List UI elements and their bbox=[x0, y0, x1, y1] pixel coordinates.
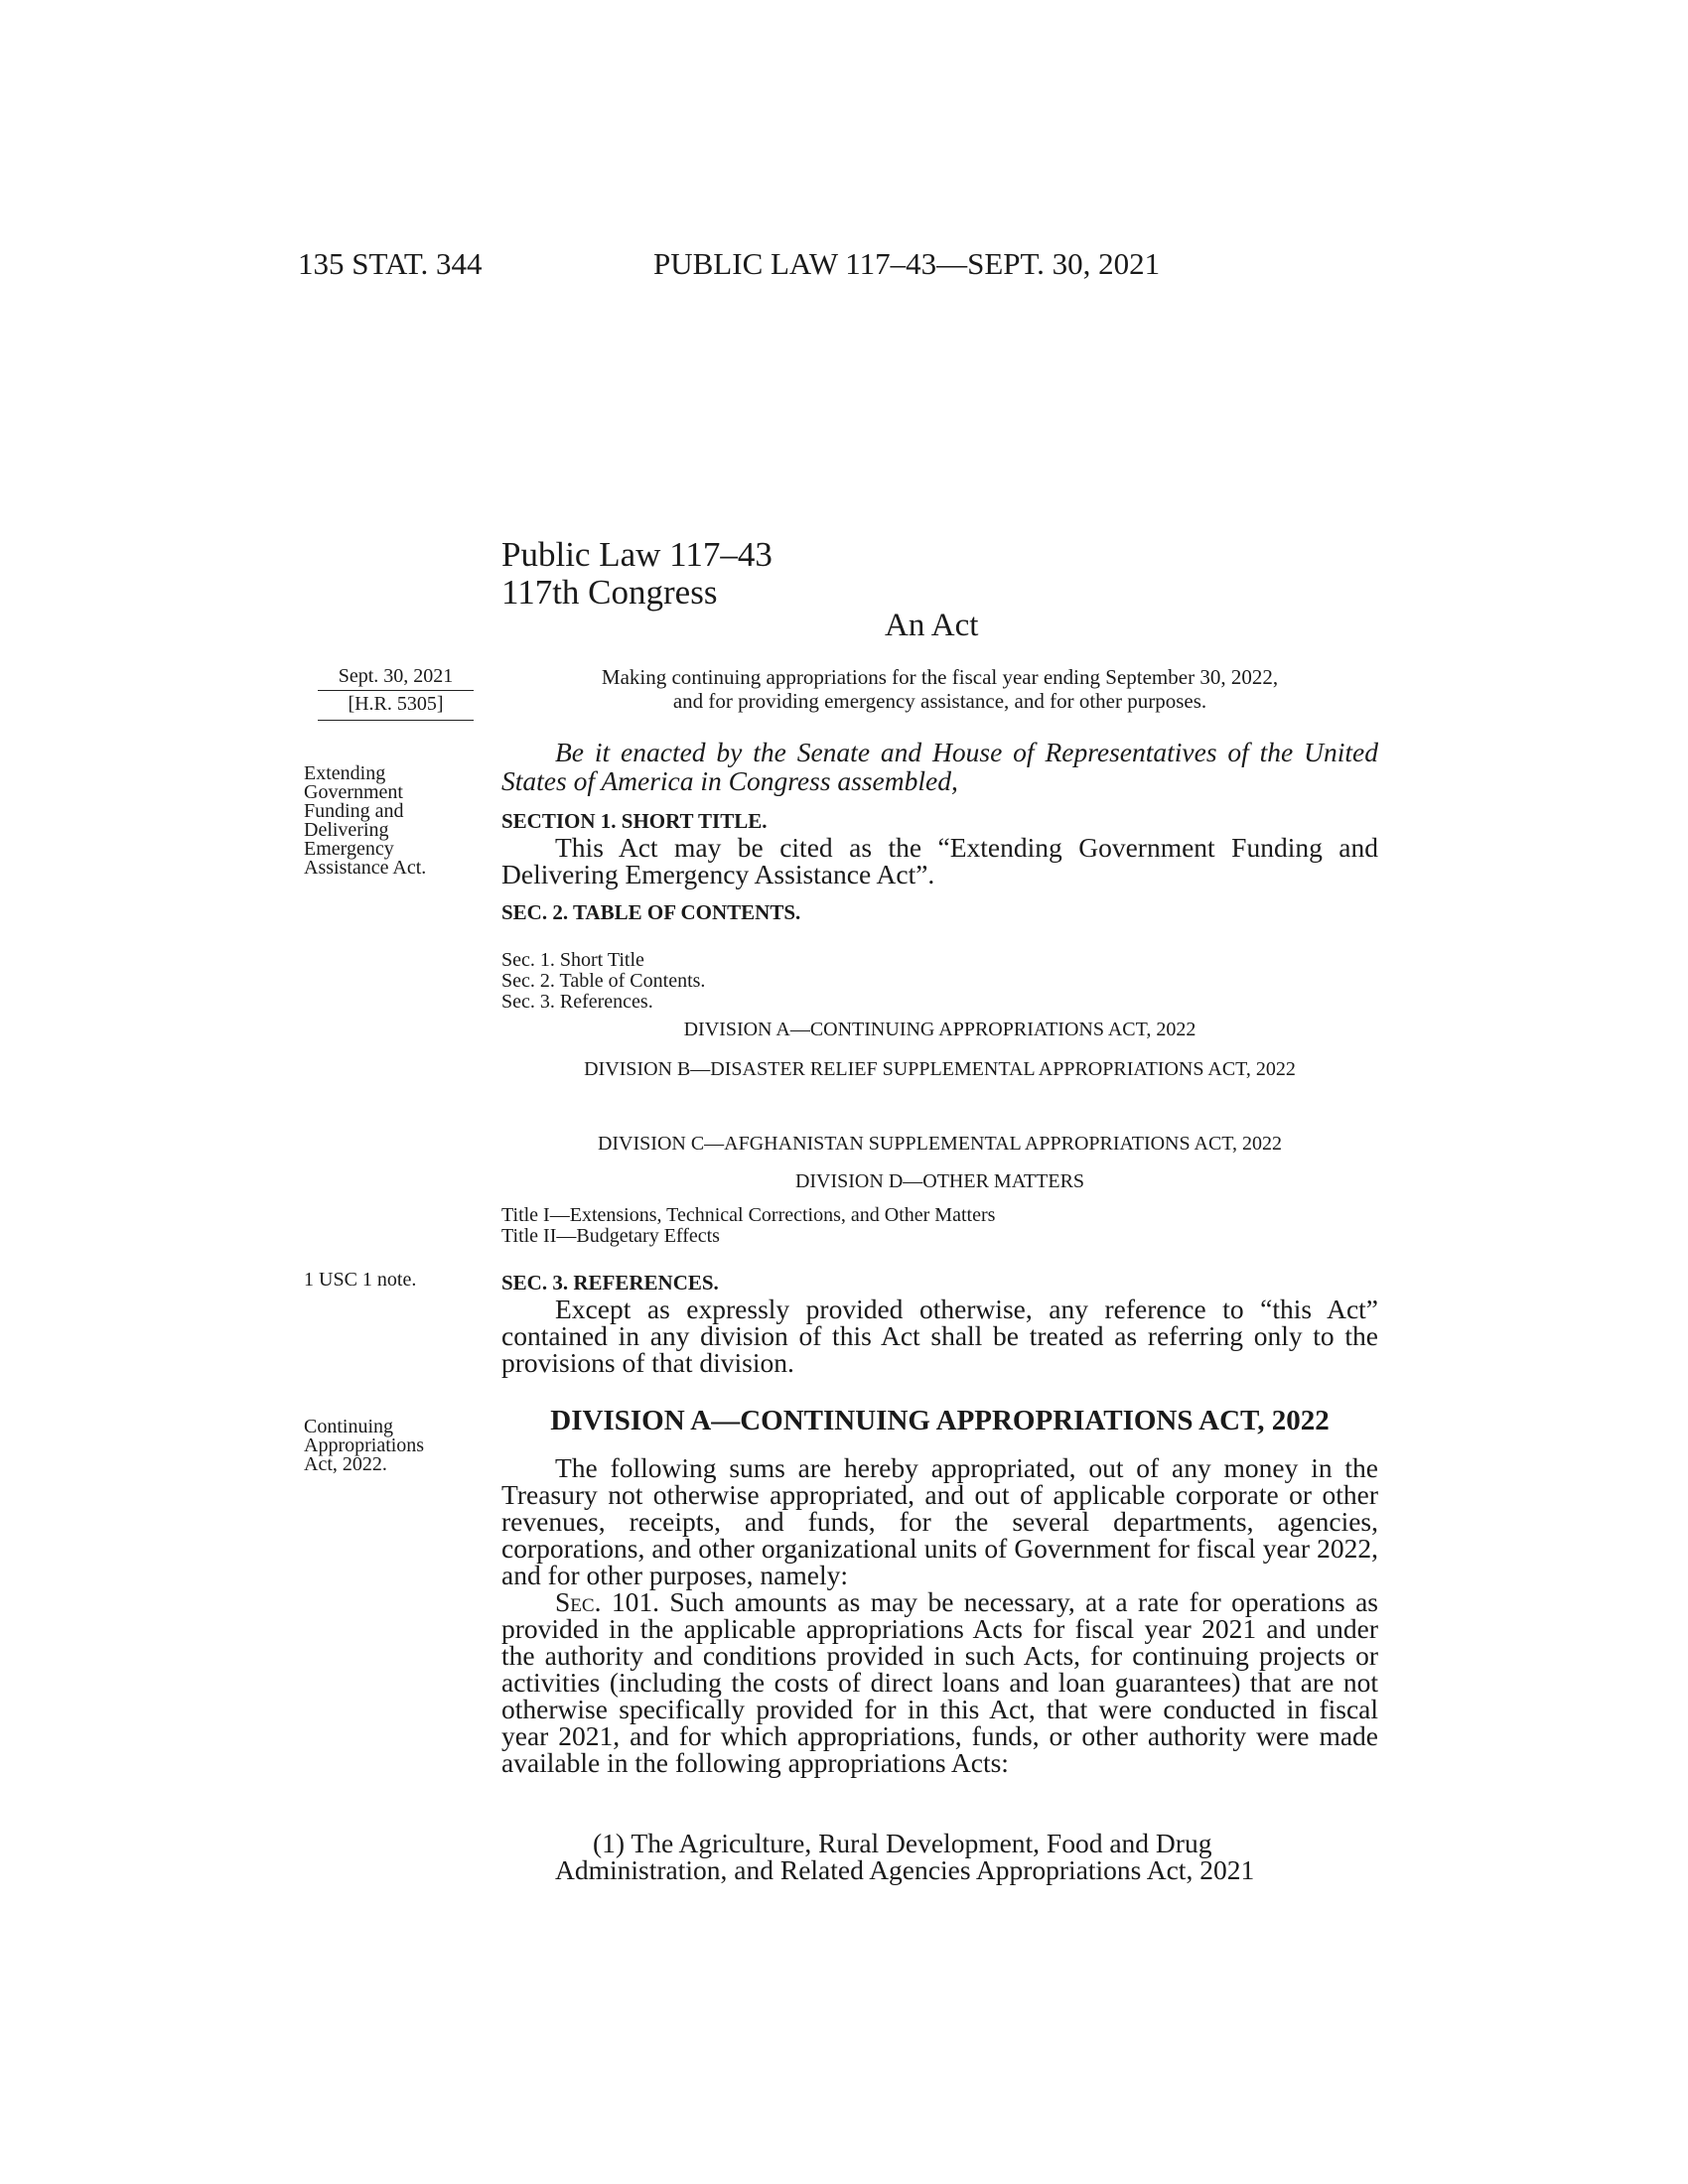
section-3-heading: SEC. 3. REFERENCES. bbox=[501, 1271, 719, 1295]
paragraph-1-line-1: (1) The Agriculture, Rural Development, Food and Drug bbox=[593, 1828, 1212, 1858]
section-3-text: Except as expressly provided otherwise, any reference to “this Act” contained in any division of this Act shall be treated as referring only to the provisions of that division. bbox=[501, 1294, 1378, 1378]
toc-division-c: DIVISION C—AFGHANISTAN SUPPLEMENTAL APPROPRIATIONS ACT, 2022 bbox=[597, 1133, 1283, 1155]
running-title: PUBLIC LAW 117–43—SEPT. 30, 2021 bbox=[653, 246, 1161, 281]
margin-date: Sept. 30, 2021 bbox=[318, 665, 474, 691]
section-1-text: This Act may be cited as the “Extending Government Funding and Delivering Emergency Assistance Act”. bbox=[501, 832, 1378, 889]
toc-entry: Sec. 1. Short Title bbox=[501, 949, 644, 971]
margin-usc-note: 1 USC 1 note. bbox=[304, 1269, 417, 1291]
toc-division-d: DIVISION D—OTHER MATTERS bbox=[794, 1170, 1085, 1192]
paragraph-1-line-2: Administration, and Related Agencies Appropriations Act, 2021 bbox=[555, 1854, 1255, 1885]
congress-number: 117th Congress bbox=[501, 573, 718, 612]
toc-division-a: DIVISION A—CONTINUING APPROPRIATIONS ACT, 2022 bbox=[683, 1019, 1196, 1040]
stat-page-number: 135 STAT. 344 bbox=[298, 246, 483, 281]
section-2-heading: SEC. 2. TABLE OF CONTENTS. bbox=[501, 900, 801, 924]
title-block bbox=[501, 536, 773, 612]
division-a-intro: The following sums are hereby appropriated, out of any money in the Treasury not otherwise appropriated, and out of applicable corporate or other revenues, receipts, and funds, for the several departments, agencies, corporations, and other organizational units of Government for fiscal year 2022, and for other purposes, namely: bbox=[501, 1452, 1378, 1590]
table-of-contents bbox=[501, 950, 1378, 1013]
toc-entry: Sec. 3. References. bbox=[501, 991, 653, 1013]
toc-title-entry: Title II—Budgetary Effects bbox=[501, 1225, 720, 1247]
margin-bill-number: [H.R. 5305] bbox=[318, 693, 474, 721]
toc-entry: Sec. 2. Table of Contents. bbox=[501, 970, 706, 992]
toc-division-b: DIVISION B—DISASTER RELIEF SUPPLEMENTAL APPROPRIATIONS ACT, 2022 bbox=[584, 1058, 1296, 1080]
section-1-heading: SECTION 1. SHORT TITLE. bbox=[501, 809, 768, 833]
section-101-label: Sec. 101. bbox=[555, 1586, 659, 1617]
division-a-heading: DIVISION A—CONTINUING APPROPRIATIONS ACT, 2022 bbox=[550, 1405, 1330, 1436]
toc-title-entry: Title I—Extensions, Technical Corrections, and Other Matters bbox=[501, 1204, 996, 1226]
public-law-number: Public Law 117–43 bbox=[501, 535, 773, 574]
toc-titles bbox=[501, 1205, 1378, 1247]
margin-division-note: Continuing Appropriations Act, 2022. bbox=[304, 1416, 425, 1475]
act-purpose: Making continuing appropriations for the fiscal year ending September 30, 2022, and for providing emergency assistance, and for other purposes. bbox=[601, 665, 1279, 713]
an-act-heading: An Act bbox=[885, 608, 979, 643]
margin-short-title-note: Extending Government Funding and Delivering Emergency Assistance Act. bbox=[304, 762, 427, 879]
section-101-text: Sec. 101. Such amounts as may be necessary, at a rate for operations as provided in the applicable appropriations Acts for fiscal year 2021 and under the authority and conditions provided in such Acts, for continuing projects or activities (including the costs of direct loans and loan guarantees) that are not otherwise specifically provided for in this Act, that were conducted in fiscal year 2021, and for which appropriations, funds, or other authority were made available in the following appropriations Acts: bbox=[501, 1586, 1378, 1778]
enacting-clause: Be it enacted by the Senate and House of Representatives of the United States of America in Congress assembled, bbox=[501, 737, 1378, 796]
